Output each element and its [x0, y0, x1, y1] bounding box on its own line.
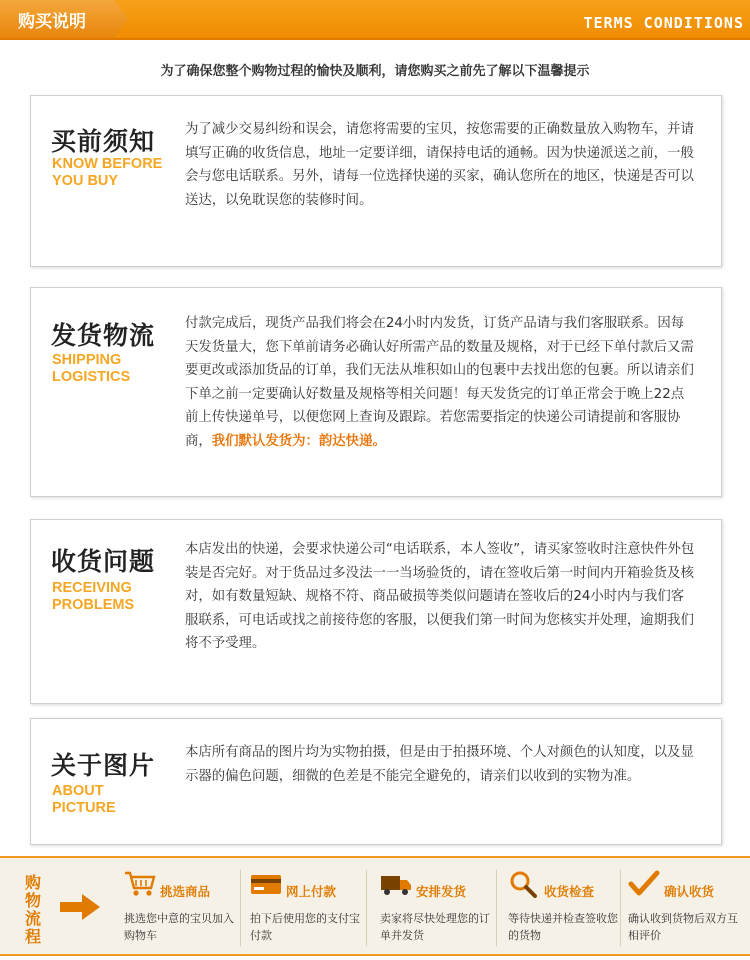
section-title-en: SHIPPING LOGISTICS — [52, 352, 131, 385]
card-icon — [250, 870, 282, 898]
step-title: 安排发货 — [416, 884, 467, 899]
section-title-cn: 关于图片 — [51, 751, 156, 780]
arrow-right-icon — [60, 894, 100, 920]
step-divider — [366, 870, 367, 946]
shopping-process-strip — [0, 856, 750, 956]
section-text: 为了减少交易纠纷和误会，请您将需要的宝贝，按您需要的正确数量放入购物车，并请填写正确的收货信息，地址一定要详细，请保持电话的通畅。因为快递派送之前，一般会与您电话联系。另外，请每一位选择快递的买家，确认您所在的地区，快递是否可以送达，以免耽误您的装修时间。 — [185, 122, 694, 208]
process-step-ship — [380, 866, 502, 950]
section-receiving-problems — [30, 519, 722, 704]
process-label: 购物流程 — [24, 873, 41, 946]
step-title: 网上付款 — [286, 884, 337, 899]
step-divider — [496, 870, 497, 946]
section-text: 本店发出的快递，会要求快递公司“电话联系，本人签收”，请买家签收时注意快件外包装是否完好。对于货品过多没法一一当场验货的，请在签收后第一时间内开箱验货及核对，如有数量短缺、规格不符、商品破损等类似问题请在签收后的24小时内与我们客服联系，可电话或找之前接待您的客服，以便我们第一时间为您核实并处理，逾期我们将不予受理。 — [185, 542, 695, 652]
step-title: 收货检查 — [544, 884, 595, 899]
intro-text: 为了确保您整个购物过程的愉快及顺利，请您购买之前先了解以下温馨提示 — [160, 64, 590, 79]
magnifier-icon — [508, 870, 540, 898]
step-description: 卖家将尽快处理您的订单并发货 — [380, 912, 490, 942]
section-title-en: KNOW BEFORE YOU BUY — [52, 156, 163, 189]
default-courier-highlight: 我们默认发货为：韵达快递。 — [211, 433, 386, 449]
section-title-cn: 买前须知 — [51, 127, 156, 156]
step-title: 确认收货 — [664, 884, 715, 899]
step-description: 挑选您中意的宝贝加入购物车 — [124, 912, 234, 942]
page-title: 购买说明 — [18, 12, 86, 32]
section-know-before-you-buy — [30, 95, 722, 267]
section-text: 本店所有商品的图片均为实物拍摄，但是由于拍摄环境、个人对颜色的认知度，以及显示器的偏色问题，细微的色差是不能完全避免的，请亲们以收到的实物为准。 — [185, 745, 694, 784]
section-shipping-logistics — [30, 287, 722, 497]
terms-conditions-label: TERMS CONDITIONS — [583, 14, 744, 32]
step-divider — [240, 870, 241, 946]
step-description: 拍下后使用您的支付宝付款 — [250, 912, 360, 942]
process-step-confirm — [628, 866, 750, 950]
checkmark-icon — [628, 870, 660, 898]
section-about-picture — [30, 718, 722, 845]
header-bar — [0, 0, 750, 40]
step-description: 等待快递并检查签收您的货物 — [508, 912, 618, 942]
section-title-cn: 收货问题 — [51, 547, 156, 576]
process-step-pay-online — [250, 866, 372, 950]
section-text — [185, 312, 697, 454]
section-title-en: ABOUT PICTURE — [52, 783, 116, 816]
process-step-inspect — [508, 866, 630, 950]
step-divider — [620, 870, 621, 946]
truck-icon — [380, 870, 412, 898]
section-text-body: 付款完成后，现货产品我们将会在24小时内发货，订货产品请与我们客服联系。因每天发货量大，您下单前请务必确认好所需产品的数量及规格，对于已经下单付款后又需要更改或添加货品的订单，我们无法从堆积如山的包裹中去找出您的包裹。所以请亲们下单之前一定要确认好数量及规格等相关问题！每天发货完的订单正常会于晚上22点前上传快递单号，以便您网上查询及跟踪。若您需要指定的快递公司请提前和客服协商， — [185, 316, 694, 449]
process-step-pick-items — [124, 866, 246, 950]
cart-icon — [124, 870, 156, 898]
step-title: 挑选商品 — [160, 884, 211, 899]
step-description: 确认收到货物后双方互相评价 — [628, 912, 738, 942]
section-title-en: RECEIVING PROBLEMS — [52, 580, 135, 613]
section-title-cn: 发货物流 — [51, 321, 156, 350]
